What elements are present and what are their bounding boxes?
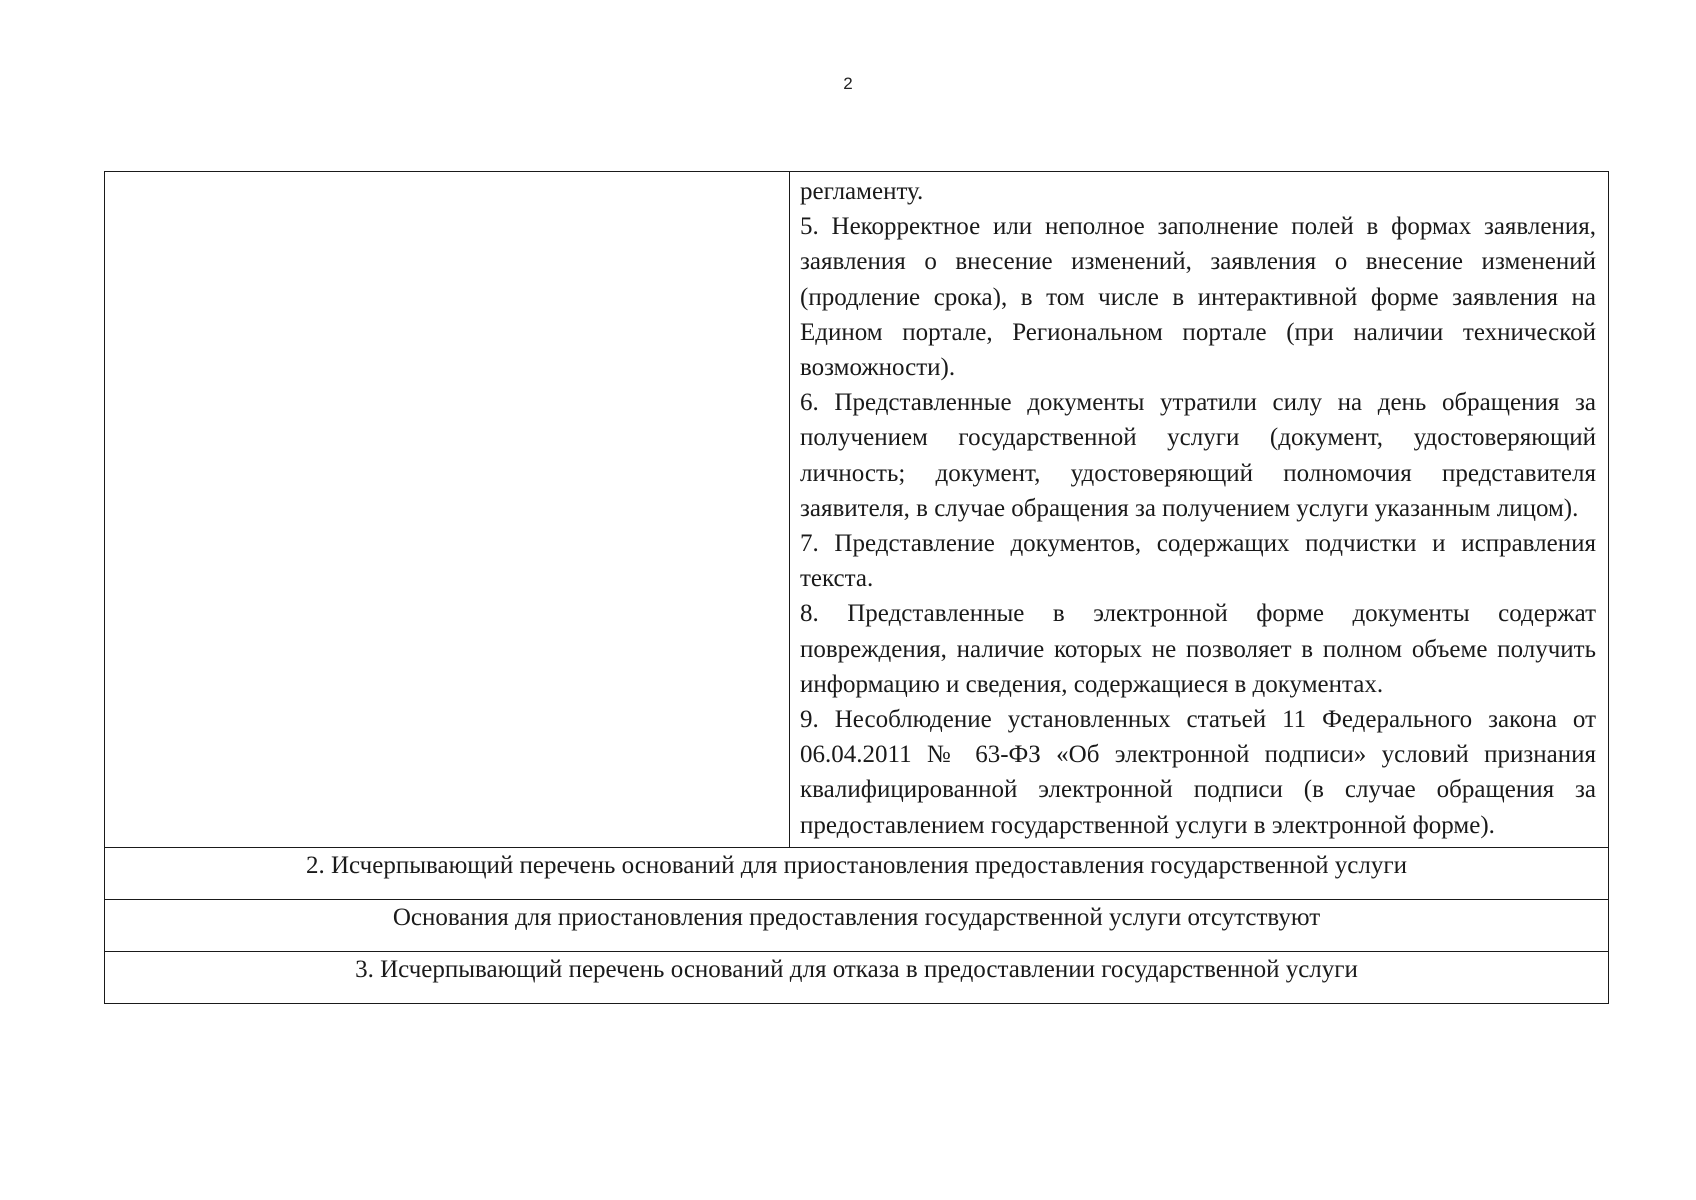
table-row — [105, 847, 1609, 899]
list-item: 9. Несоблюдение установленных статьей 11 Федерального закона от 06.04.2011 № 63-ФЗ «Об электронной подписи» условий признания квалифицированной электронной подписи (в случае обращения за предоставлением государственной услуги в электронной форме). — [800, 706, 1596, 839]
document-table — [104, 171, 1609, 1004]
section-heading-text: 2. Исчерпывающий перечень оснований для приостановления предоставления государственной услуги — [306, 851, 1407, 879]
section-body-text: Основания для приостановления предоставления государственной услуги отсутствуют — [392, 903, 1321, 931]
left-cell-empty — [105, 172, 790, 848]
section-heading-text: 3. Исчерпывающий перечень оснований для отказа в предоставлении государственной услуги — [355, 955, 1358, 983]
list-item: 8. Представленные в электронной форме документы содержат повреждения, наличие которых не позволяет в полном объеме получить информацию и сведения, содержащиеся в документах. — [800, 600, 1596, 698]
list-item: регламенту. — [800, 178, 924, 205]
page-number: 2 — [843, 74, 853, 93]
right-cell — [790, 172, 1609, 848]
table-row — [105, 899, 1609, 951]
list-item: 6. Представленные документы утратили силу на день обращения за получением государственной услуги (документ, удостоверяющий личность; документ, удостоверяющий полномочия представителя заявителя, в случае обращения за получением услуги указанным лицом). — [800, 389, 1596, 522]
section-heading-2 — [105, 847, 1609, 899]
table-row — [105, 172, 1609, 848]
list-item: 7. Представление документов, содержащих подчистки и исправления текста. — [800, 530, 1596, 593]
list-item: 5. Некорректное или неполное заполнение полей в формах заявления, заявления о внесение изменений, заявления о внесение изменений (продление срока), в том числе в интерактивной форме заявления на Едином портале, Региональном портале (при наличии технической возможности). — [800, 213, 1596, 382]
section-body-2 — [105, 899, 1609, 951]
grounds-list — [790, 172, 1608, 847]
section-heading-3 — [105, 951, 1609, 1003]
table-row — [105, 951, 1609, 1003]
